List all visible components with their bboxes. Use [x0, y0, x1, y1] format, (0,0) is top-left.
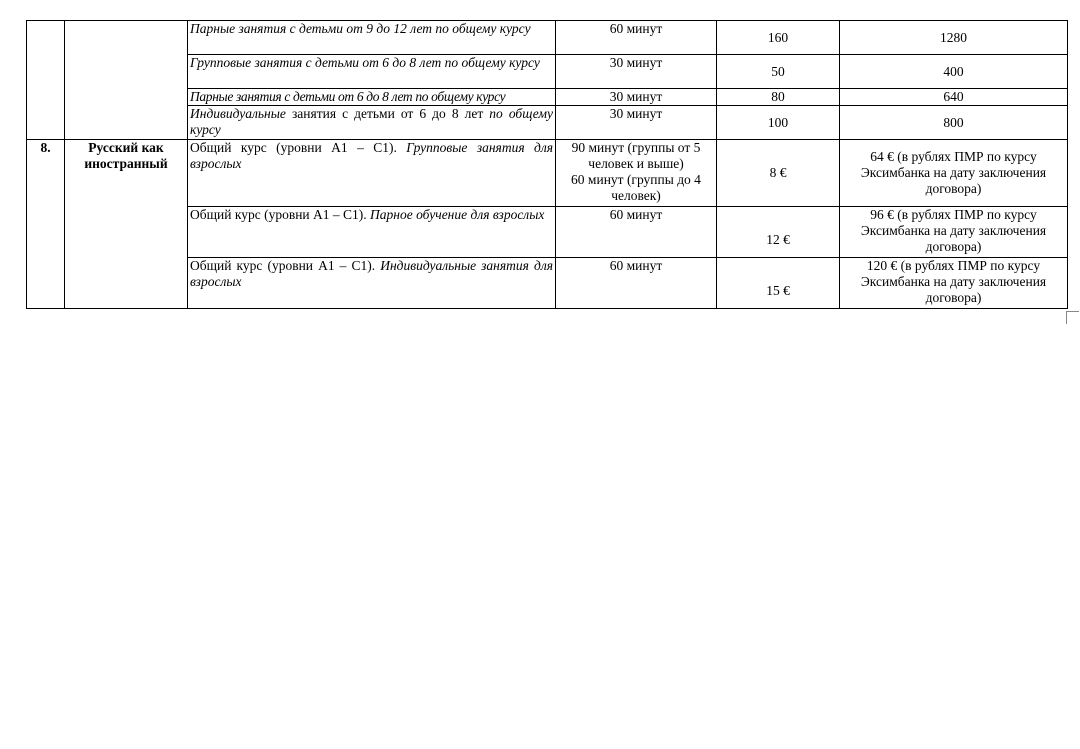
course-total: 120 € (в рублях ПМР по курсу Эксимбанка на дату заключения договора)	[840, 258, 1068, 309]
lesson-duration: 60 минут	[556, 21, 717, 55]
price-table	[26, 20, 1068, 309]
course-description: Индивидуальные занятия с детьми от 6 до 8 лет по общему курсу	[188, 106, 556, 140]
hour-price: 15 €	[717, 258, 840, 309]
lesson-duration: 60 минут	[556, 258, 717, 309]
hour-price: 160	[717, 21, 840, 55]
course-description: Парные занятия с детьми от 6 до 8 лет по общему курсу	[188, 89, 556, 106]
language-name: Русский как иностранный	[65, 140, 188, 309]
page-corner-mark	[1066, 311, 1079, 324]
hour-price: 8 €	[717, 140, 840, 207]
lesson-duration: 30 минут	[556, 55, 717, 89]
lesson-duration: 60 минут	[556, 207, 717, 258]
course-total: 1280	[840, 21, 1068, 55]
table-row	[27, 21, 1068, 55]
course-total: 96 € (в рублях ПМР по курсу Эксимбанка на дату заключения договора)	[840, 207, 1068, 258]
lesson-duration: 30 минут	[556, 106, 717, 140]
course-description: Общий курс (уровни А1 – С1). Групповые занятия для взрослых	[188, 140, 556, 207]
language-cell-empty	[65, 21, 188, 140]
course-description: Общий курс (уровни А1 – С1). Индивидуальные занятия для взрослых	[188, 258, 556, 309]
lesson-duration: 90 минут (группы от 5 человек и выше) 60 минут (группы до 4 человек)	[556, 140, 717, 207]
section-number: 8.	[27, 140, 65, 309]
course-total: 800	[840, 106, 1068, 140]
course-description: Общий курс (уровни А1 – С1). Парное обучение для взрослых	[188, 207, 556, 258]
course-description: Парные занятия с детьми от 9 до 12 лет по общему курсу	[188, 21, 556, 55]
table-row	[27, 140, 1068, 207]
hour-price: 50	[717, 55, 840, 89]
number-cell-empty	[27, 21, 65, 140]
course-description: Групповые занятия с детьми от 6 до 8 лет по общему курсу	[188, 55, 556, 89]
hour-price: 100	[717, 106, 840, 140]
hour-price: 12 €	[717, 207, 840, 258]
course-total: 640	[840, 89, 1068, 106]
course-total: 64 € (в рублях ПМР по курсу Эксимбанка на дату заключения договора)	[840, 140, 1068, 207]
hour-price: 80	[717, 89, 840, 106]
course-total: 400	[840, 55, 1068, 89]
lesson-duration: 30 минут	[556, 89, 717, 106]
